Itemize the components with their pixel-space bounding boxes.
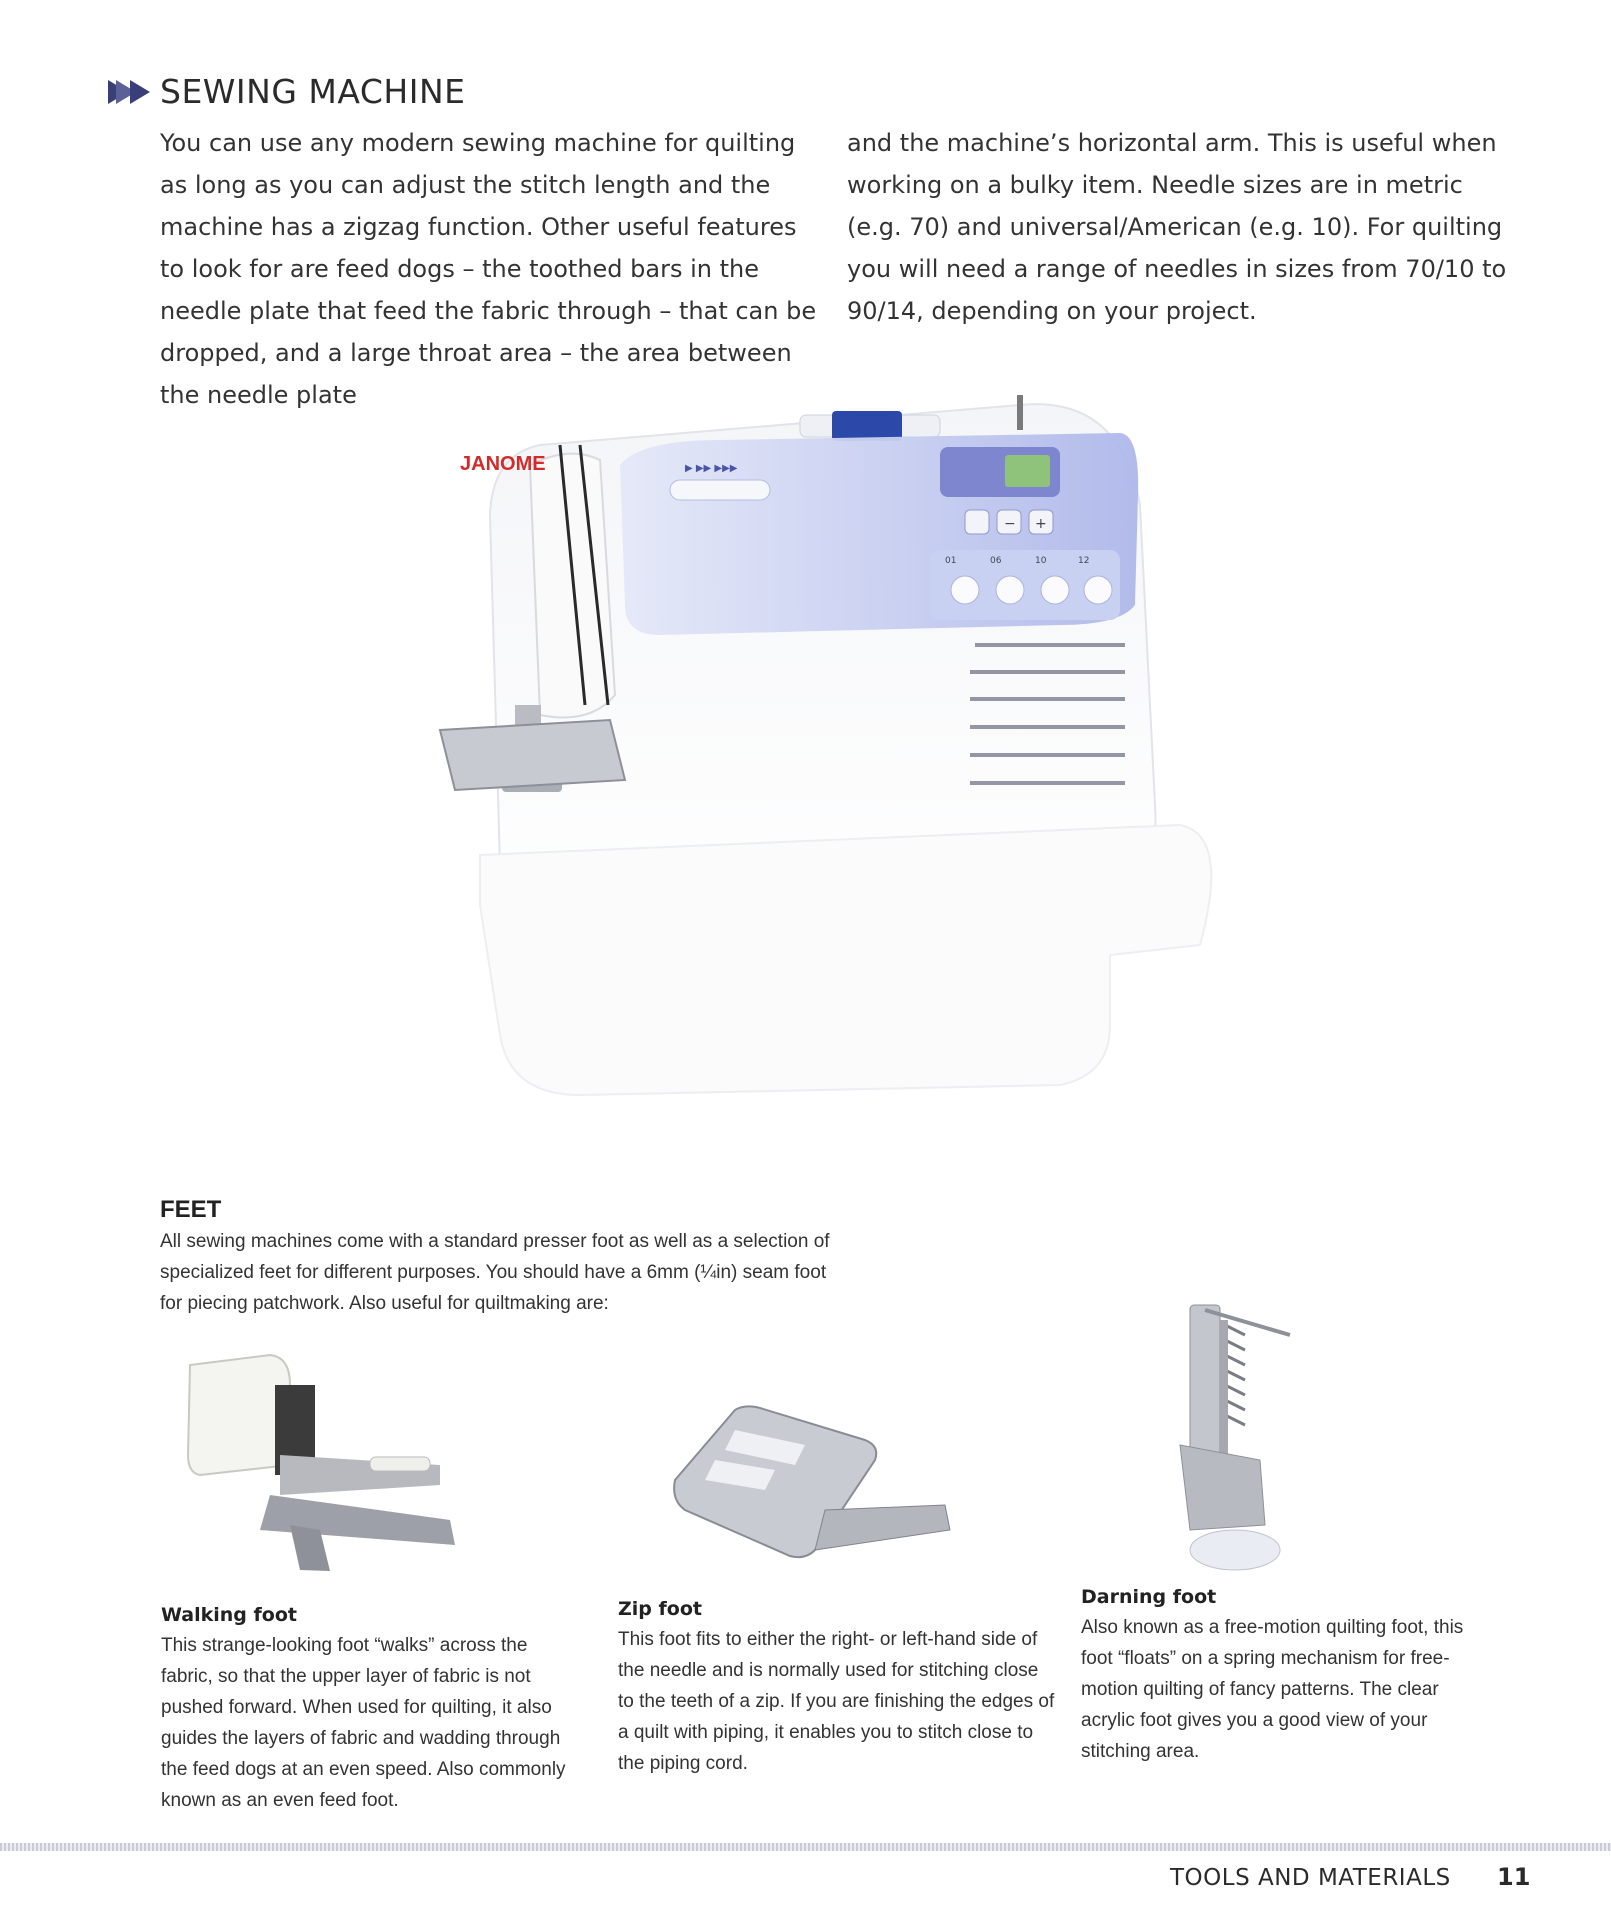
section-title: SEWING MACHINE: [160, 72, 466, 111]
section-marker-icon: [108, 78, 152, 106]
darning-foot-title: Darning foot: [1081, 1586, 1217, 1608]
section-heading: [108, 72, 466, 111]
svg-text:+: +: [1035, 516, 1047, 532]
walking-foot-title: Walking foot: [161, 1604, 297, 1626]
footer-divider: [0, 1843, 1611, 1851]
page-number: 11: [1497, 1863, 1531, 1891]
zip-foot-title: Zip foot: [618, 1598, 702, 1620]
svg-text:▶ ▶▶ ▶▶▶: ▶ ▶▶ ▶▶▶: [685, 463, 738, 474]
intro-right-text: and the machine’s horizontal arm. This is useful when working on a bulky item. Needle sizes are in metric (e.g. 70) and universal/American (e.g. 10). For quilting you will need a range of needles in sizes from 70/10 to 90/14, depending on your project.: [847, 129, 1507, 325]
feet-title: FEET: [160, 1196, 222, 1223]
intro-left-text: You can use any modern sewing machine for quilting as long as you can adjust the stitch length and the machine has a zigzag function. Other useful features to look for are feed dogs – the toothed bars in the needle plate that feed the fabric through – that can be dropped, and a large throat area – the area between the needle plate: [160, 129, 817, 409]
darning-foot-description: Also known as a free-motion quilting foot, this foot “floats” on a spring mechanism for free-motion quilting of fancy patterns. The clear acrylic foot gives you a good view of your stitching area.: [1081, 1617, 1464, 1762]
sewing-machine-image: [420, 385, 1420, 1185]
walking-foot-caption: [161, 1604, 581, 1816]
pattern-number-2: 06: [990, 556, 1002, 566]
zip-foot-caption: [618, 1598, 1058, 1779]
zip-foot-description: This foot fits to either the right- or left-hand side of the needle and is normally used for stitching close to the teeth of a zip. If you are finishing the edges of a quilt with piping, it enables you to stitch close to the piping cord.: [618, 1629, 1055, 1774]
intro-right-column: [847, 122, 1507, 332]
walking-foot-description: This strange-looking foot “walks” across the fabric, so that the upper layer of fabric is not pushed forward. When used for quilting, it also guides the layers of fabric and wadding through the feed dogs at an even speed. Also commonly known as an even feed foot.: [161, 1635, 566, 1811]
zip-foot-image: [665, 1400, 965, 1580]
walking-foot-image: [180, 1345, 480, 1585]
darning-foot-caption: [1081, 1586, 1481, 1767]
intro-left-column: [160, 122, 820, 416]
svg-text:−: −: [1004, 516, 1016, 532]
footer-section-label: TOOLS AND MATERIALS: [1170, 1865, 1451, 1891]
pattern-number-3: 10: [1035, 556, 1047, 566]
machine-brand: JANOME: [460, 453, 546, 475]
darning-foot-image: [1150, 1295, 1320, 1585]
feet-intro: All sewing machines come with a standard presser foot as well as a selection of specialized feet for different purposes. You should have a 6mm (¼in) seam foot for piecing patchwork. Also useful for quiltmaking are:: [160, 1231, 830, 1314]
pattern-number-4: 12: [1078, 556, 1090, 566]
pattern-number-1: 01: [945, 556, 957, 566]
